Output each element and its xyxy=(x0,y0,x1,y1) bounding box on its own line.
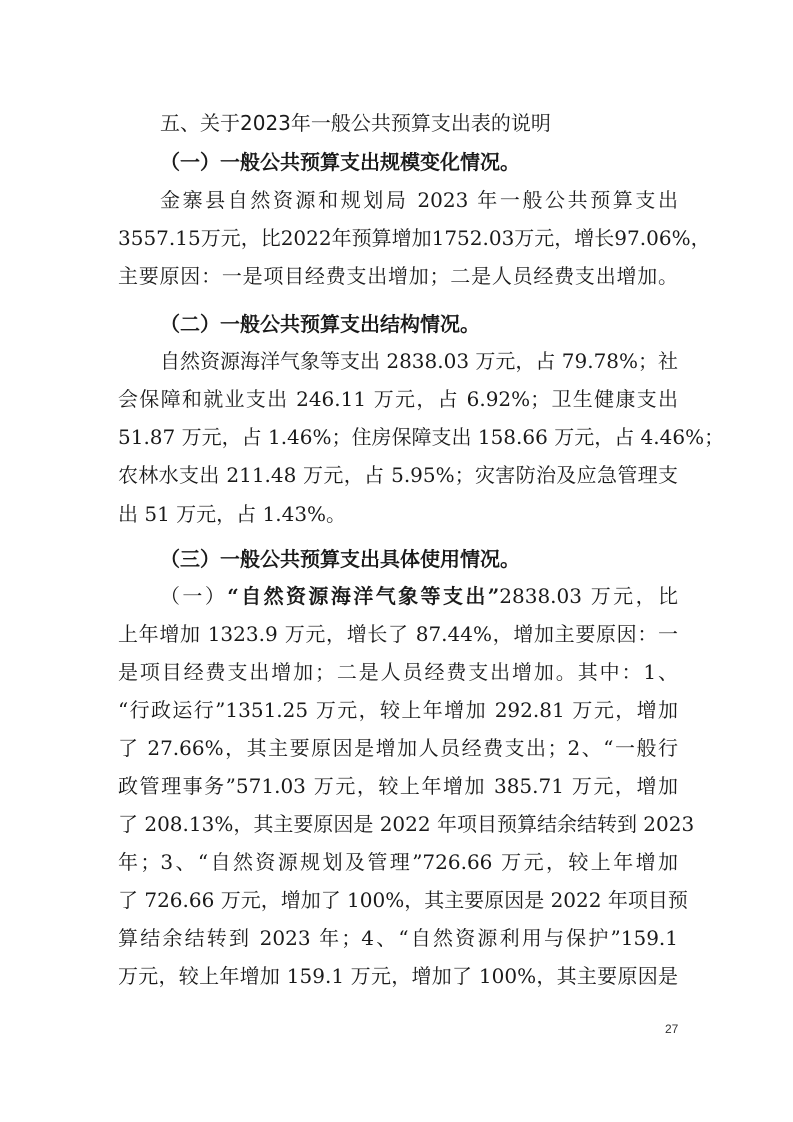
paragraph-3-line-6: 政管理事务”571.03 万元，较上年增加 385.71 万元，增加 xyxy=(118,774,678,798)
paragraph-3-line-11: 万元，较上年增加 159.1 万元，增加了 100%，其主要原因是 xyxy=(118,964,678,988)
paragraph-3-line-2: 上年增加 1323.9 万元，增长了 87.44%，增加主要原因：一 xyxy=(118,622,678,646)
paragraph-3-line-3: 是项目经费支出增加；二是人员经费支出增加。其中：1、 xyxy=(118,660,678,684)
paragraph-2-line-4: 农林水支出 211.48 万元，占 5.95%；灾害防治及应急管理支 xyxy=(118,463,678,487)
paragraph-2-line-2: 会保障和就业支出 246.11 万元，占 6.92%；卫生健康支出 xyxy=(118,387,678,411)
paragraph-2-line-5: 出 51 万元，占 1.43%。 xyxy=(118,502,347,526)
paragraph-3-bold-item: “自然资源海洋气象等支出” xyxy=(227,584,500,608)
paragraph-1-line-3: 主要原因：一是项目经费支出增加；二是人员经费支出增加。 xyxy=(118,264,678,288)
paragraph-2-line-1: 自然资源海洋气象等支出 2838.03 万元，占 79.78%；社 xyxy=(160,349,679,373)
page-number: 27 xyxy=(665,1022,679,1036)
paragraph-3-line-7: 了 208.13%，其主要原因是 2022 年项目预算结余结转到 2023 xyxy=(118,812,695,836)
paragraph-2-line-3: 51.87 万元，占 1.46%；住房保障支出 158.66 万元，占 4.46%； xyxy=(118,425,725,449)
subsection-title-3: （三）一般公共预算支出具体使用情况。 xyxy=(160,547,520,571)
section-title: 五、关于2023年一般公共预算支出表的说明 xyxy=(160,111,551,135)
paragraph-3-suffix: 2838.03 万元，比 xyxy=(499,584,679,608)
paragraph-3-prefix: （一） xyxy=(160,584,228,608)
subsection-title-1: （一）一般公共预算支出规模变化情况。 xyxy=(160,150,520,174)
paragraph-3-line-10: 算结余结转到 2023 年；4、“自然资源利用与保护”159.1 xyxy=(118,926,678,950)
paragraph-3-line-4: “行政运行”1351.25 万元，较上年增加 292.81 万元，增加 xyxy=(118,698,678,722)
subsection-title-2: （二）一般公共预算支出结构情况。 xyxy=(160,312,480,336)
paragraph-3-line-1 xyxy=(160,579,678,613)
paragraph-3-line-9: 了 726.66 万元，增加了 100%，其主要原因是 2022 年项目预 xyxy=(118,888,688,912)
paragraph-1-line-1: 金寨县自然资源和规划局 2023 年一般公共预算支出 xyxy=(160,188,678,212)
paragraph-3-line-8: 年；3、“自然资源规划及管理”726.66 万元，较上年增加 xyxy=(118,850,678,874)
paragraph-1-line-2: 3557.15万元，比2022年预算增加1752.03万元，增长97.06%， xyxy=(118,226,711,250)
paragraph-3-line-5: 了 27.66%，其主要原因是增加人员经费支出；2、“一般行 xyxy=(118,736,678,760)
